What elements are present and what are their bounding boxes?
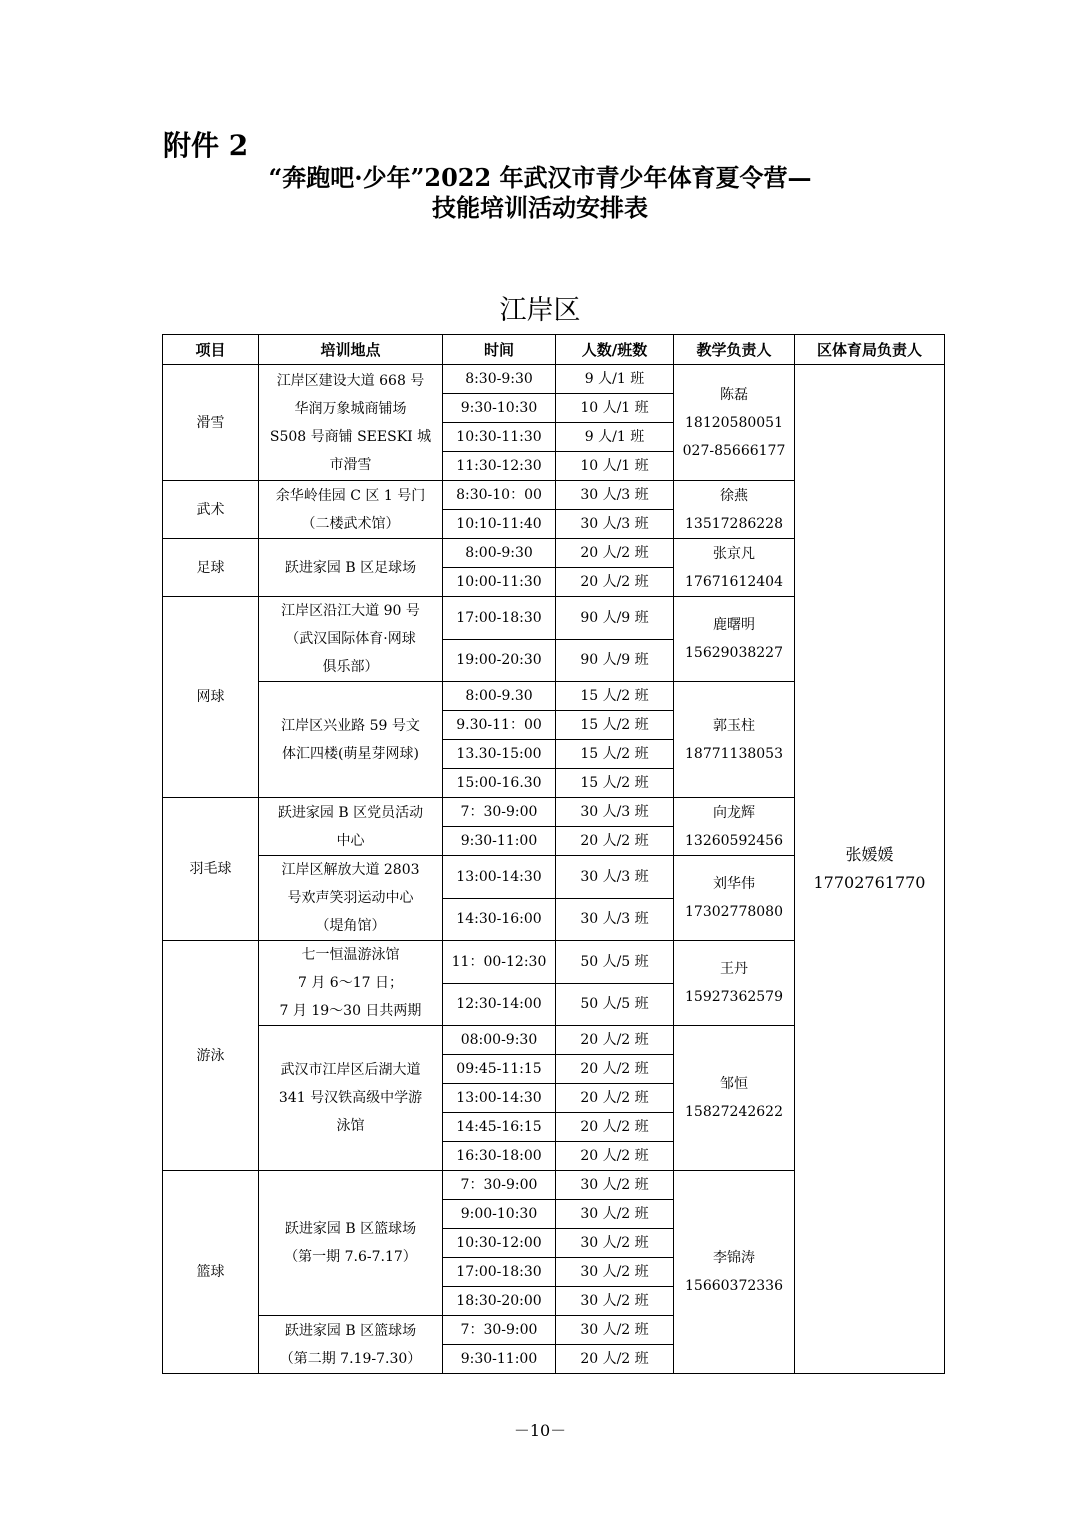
capacity-cell: 15 人/2 班 — [556, 740, 674, 769]
instructor-name: 鹿曙明 — [713, 617, 755, 633]
capacity-cell: 90 人/9 班 — [556, 597, 674, 640]
capacity-cell: 20 人/2 班 — [556, 539, 674, 568]
capacity-cell: 9 人/1 班 — [556, 365, 674, 394]
page-number: －10－ — [513, 1421, 567, 1440]
time-cell: 9:30-11:00 — [443, 1345, 556, 1374]
location-line: S508 号商铺 SEESKI 城 — [269, 428, 432, 445]
location-line: 中心 — [336, 832, 365, 849]
instructor-phone: 18771138053 — [685, 745, 783, 762]
time-cell: 16:30-18:00 — [443, 1142, 556, 1171]
location-line: 武汉市江岸区后湖大道 — [280, 1062, 421, 1078]
table-row — [163, 365, 945, 394]
document-title-line1: “奔跑吧·少年”2022 年武汉市青少年体育夏令营— — [268, 163, 812, 192]
document-title-line2: 技能培训活动安排表 — [432, 193, 648, 222]
capacity-cell: 20 人/2 班 — [556, 1113, 674, 1142]
instructor-phone: 17671612404 — [685, 573, 783, 590]
capacity-cell: 90 人/9 班 — [556, 639, 674, 682]
location-cell — [259, 1171, 443, 1316]
location-line: 江岸区解放大道 2803 — [281, 862, 420, 878]
location-line: 341 号汉铁高级中学游 — [278, 1090, 423, 1106]
location-line: 7 月 19～30 日共两期 — [279, 1003, 422, 1019]
instructor-phone: 17302778080 — [685, 904, 783, 920]
instructor-cell — [674, 481, 795, 539]
instructor-name: 张京凡 — [713, 545, 755, 562]
location-line: （二楼武术馆） — [301, 515, 400, 532]
time-cell: 19:00-20:30 — [443, 639, 556, 682]
time-cell: 13:00-14:30 — [443, 856, 556, 899]
column-header-instructor: 教学负责人 — [674, 335, 795, 365]
time-cell: 12:30-14:00 — [443, 983, 556, 1026]
schedule-body — [163, 365, 945, 1374]
instructor-phone: 18120580051 — [685, 414, 783, 431]
instructor-cell — [674, 365, 795, 481]
time-cell: 7：30-9:00 — [443, 798, 556, 827]
location-line: （第一期 7.6-7.17） — [284, 1249, 417, 1265]
instructor-cell — [674, 941, 795, 1026]
capacity-cell: 20 人/2 班 — [556, 827, 674, 856]
time-cell: 9:30-10:30 — [443, 394, 556, 423]
instructor-cell — [674, 597, 795, 682]
instructor-phone: 15629038227 — [685, 645, 783, 661]
table-header-row — [163, 335, 945, 365]
capacity-cell: 30 人/3 班 — [556, 481, 674, 510]
location-line: 体汇四楼(萌星芽网球) — [282, 745, 419, 762]
capacity-cell: 15 人/2 班 — [556, 682, 674, 711]
location-line: 俱乐部） — [322, 659, 379, 675]
time-cell: 10:30-12:00 — [443, 1229, 556, 1258]
column-header-capacity: 人数/班数 — [556, 335, 674, 365]
instructor-name: 刘华伟 — [713, 876, 755, 892]
instructor-cell — [674, 682, 795, 798]
location-line: 跃进家园 B 区足球场 — [284, 559, 417, 576]
capacity-cell: 20 人/2 班 — [556, 1055, 674, 1084]
attachment-label: 附件 2 — [163, 129, 249, 162]
capacity-cell: 30 人/3 班 — [556, 856, 674, 899]
capacity-cell: 20 人/2 班 — [556, 568, 674, 597]
time-cell: 8:00-9.30 — [443, 682, 556, 711]
location-line: 市滑雪 — [329, 456, 372, 473]
instructor-name: 王丹 — [720, 961, 748, 977]
instructor-cell — [674, 798, 795, 856]
district-contact-name: 张媛媛 — [845, 845, 894, 864]
sport-name: 网球 — [163, 597, 259, 798]
capacity-cell: 30 人/2 班 — [556, 1316, 674, 1345]
location-line: （第二期 7.19-7.30） — [279, 1350, 422, 1367]
instructor-name: 李锦涛 — [713, 1250, 755, 1266]
capacity-cell: 20 人/2 班 — [556, 1084, 674, 1113]
capacity-cell: 30 人/3 班 — [556, 798, 674, 827]
column-header-location: 培训地点 — [259, 335, 443, 365]
time-cell: 11：00-12:30 — [443, 941, 556, 984]
instructor-cell — [674, 539, 795, 597]
instructor-name: 邹恒 — [720, 1076, 748, 1092]
location-cell — [259, 365, 443, 481]
time-cell: 11:30-12:30 — [443, 452, 556, 481]
time-cell: 17:00-18:30 — [443, 1258, 556, 1287]
location-line: 泳馆 — [336, 1118, 365, 1134]
location-line: 七一恒温游泳馆 — [301, 947, 400, 963]
location-cell — [259, 941, 443, 1026]
capacity-cell: 30 人/2 班 — [556, 1171, 674, 1200]
time-cell: 13.30-15:00 — [443, 740, 556, 769]
instructor-name: 郭玉柱 — [713, 717, 755, 734]
time-cell: 10:30-11:30 — [443, 423, 556, 452]
time-cell: 8:00-9:30 — [443, 539, 556, 568]
sport-name: 武术 — [163, 481, 259, 539]
time-cell: 17:00-18:30 — [443, 597, 556, 640]
sport-name: 足球 — [163, 539, 259, 597]
capacity-cell: 9 人/1 班 — [556, 423, 674, 452]
time-cell: 8:30-9:30 — [443, 365, 556, 394]
instructor-phone: 027-85666177 — [682, 442, 786, 459]
capacity-cell: 30 人/3 班 — [556, 510, 674, 539]
district-contact-phone: 17702761770 — [813, 873, 926, 892]
capacity-cell: 30 人/2 班 — [556, 1200, 674, 1229]
time-cell: 9:00-10:30 — [443, 1200, 556, 1229]
location-cell — [259, 1026, 443, 1171]
time-cell: 8:30-10：00 — [443, 481, 556, 510]
location-line: 江岸区兴业路 59 号文 — [281, 717, 420, 734]
instructor-cell — [674, 1026, 795, 1171]
capacity-cell: 30 人/2 班 — [556, 1258, 674, 1287]
location-line: 跃进家园 B 区篮球场 — [284, 1221, 417, 1237]
time-cell: 10:10-11:40 — [443, 510, 556, 539]
instructor-name: 陈磊 — [720, 386, 748, 403]
time-cell: 10:00-11:30 — [443, 568, 556, 597]
capacity-cell: 30 人/2 班 — [556, 1287, 674, 1316]
capacity-cell: 30 人/3 班 — [556, 898, 674, 941]
location-cell — [259, 682, 443, 798]
time-cell: 14:45-16:15 — [443, 1113, 556, 1142]
capacity-cell: 20 人/2 班 — [556, 1142, 674, 1171]
time-cell: 7：30-9:00 — [443, 1316, 556, 1345]
instructor-phone: 15827242622 — [685, 1104, 783, 1120]
district-contact-cell — [795, 365, 945, 1374]
sport-name: 滑雪 — [163, 365, 259, 481]
location-cell — [259, 597, 443, 682]
capacity-cell: 15 人/2 班 — [556, 769, 674, 798]
location-line: 号欢声笑羽运动中心 — [287, 890, 414, 906]
sport-name: 游泳 — [163, 941, 259, 1171]
location-line: 跃进家园 B 区篮球场 — [284, 1322, 417, 1339]
time-cell: 08:00-9:30 — [443, 1026, 556, 1055]
instructor-phone: 13260592456 — [685, 832, 783, 849]
sport-name: 羽毛球 — [163, 798, 259, 941]
instructor-phone: 15660372336 — [685, 1278, 783, 1294]
location-line: 跃进家园 B 区党员活动 — [277, 804, 424, 821]
column-header-district-contact: 区体育局负责人 — [795, 335, 945, 365]
instructor-name: 徐燕 — [720, 487, 748, 504]
time-cell: 18:30-20:00 — [443, 1287, 556, 1316]
capacity-cell: 50 人/5 班 — [556, 941, 674, 984]
location-cell — [259, 539, 443, 597]
district-heading: 江岸区 — [499, 295, 581, 326]
location-line: 7 月 6～17 日； — [298, 975, 403, 991]
location-line: 江岸区沿江大道 90 号 — [281, 603, 420, 619]
column-header-sport: 项目 — [163, 335, 259, 365]
location-line: 华润万象城商铺场 — [294, 400, 407, 417]
time-cell: 7：30-9:00 — [443, 1171, 556, 1200]
capacity-cell: 20 人/2 班 — [556, 1345, 674, 1374]
location-line: （堤角馆） — [315, 918, 386, 934]
capacity-cell: 10 人/1 班 — [556, 452, 674, 481]
location-line: 余华岭佳园 C 区 1 号门 — [275, 487, 426, 504]
time-cell: 15:00-16.30 — [443, 769, 556, 798]
capacity-cell: 50 人/5 班 — [556, 983, 674, 1026]
instructor-cell — [674, 856, 795, 941]
instructor-cell — [674, 1171, 795, 1374]
capacity-cell: 30 人/2 班 — [556, 1229, 674, 1258]
location-cell — [259, 798, 443, 856]
column-header-time: 时间 — [443, 335, 556, 365]
sport-name: 篮球 — [163, 1171, 259, 1374]
time-cell: 9:30-11:00 — [443, 827, 556, 856]
schedule-table — [162, 334, 945, 1374]
instructor-phone: 15927362579 — [685, 989, 783, 1005]
instructor-phone: 13517286228 — [685, 515, 783, 532]
capacity-cell: 15 人/2 班 — [556, 711, 674, 740]
location-line: 江岸区建设大道 668 号 — [276, 372, 425, 389]
location-line: （武汉国际体育·网球 — [285, 631, 416, 647]
location-cell — [259, 481, 443, 539]
location-cell — [259, 856, 443, 941]
capacity-cell: 10 人/1 班 — [556, 394, 674, 423]
instructor-name: 向龙辉 — [713, 804, 755, 821]
time-cell: 9.30-11：00 — [443, 711, 556, 740]
time-cell: 09:45-11:15 — [443, 1055, 556, 1084]
time-cell: 14:30-16:00 — [443, 898, 556, 941]
location-cell — [259, 1316, 443, 1374]
time-cell: 13:00-14:30 — [443, 1084, 556, 1113]
capacity-cell: 20 人/2 班 — [556, 1026, 674, 1055]
